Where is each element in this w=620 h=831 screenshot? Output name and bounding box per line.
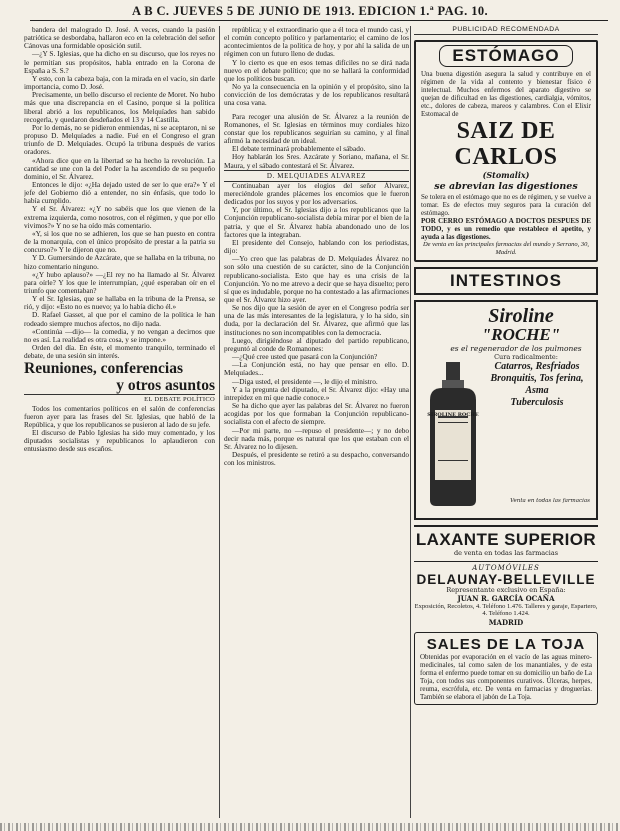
paragraph: Hoy hablarán los Sres. Azcárate y Soriano, mañana, el Sr. Maura, y el sábado contestará el Sr. Álvarez. [224, 152, 409, 170]
subhead: D. MELQUIADES ALVAREZ [224, 170, 409, 182]
paragraph: —¿Y S. Iglesias, que ha dicho en su discurso, que los reyes no le permitían sus propósitos, habla entrado en la Corona de España a S. S.? [24, 49, 215, 75]
ad-sales-text: Obtenidas por evaporación en el vacío de las aguas minero-medicinales, tal como salen de los manantiales, y de esta forma el enfermo puede tomar en su domicilio un baño de La Toja, con todos sus componentes curativos. Úlceras, herpes, reuma, escrófula, etc. De venta en farmacias y droguerías. También se elabora el jabón de La Toja. [420, 652, 592, 701]
ad-auto-line: Exposición, Recoletos, 4. Teléfono 1.476. Talleres y garaje, Espartero, 4. Teléfono 1.424. [414, 602, 598, 617]
section-byline: EL DEBATE POLÍTICO [24, 394, 215, 404]
ad-estomago-intro: Una buena digestión asegura la salud y contribuye en el régimen de la vida al contento y bienestar físico é intelectual. Muchos enfermos del aparato digestivo se quejan de dificultad en las digestiones, cardialgia, vómitos, etc., dolores de cabeza, mareos y calambres. Con el Elixir Estomacal de [421, 70, 591, 118]
ad-estomago-footer: De venta en las principales farmacias del mundo y Serrano, 30, Madrid. [422, 241, 590, 256]
bottom-scan-strip [0, 823, 620, 831]
paragraph: Todos los comentarios políticos en el salón de conferencias fueron ayer para las frases del Sr. Iglesias, que habló de la República, y que los republicanos se pusieron al lado de su jefe. [24, 403, 215, 429]
ad-estomago-text: Se tolera en el estómago que no es de régimen, y se vuelve a tomar. Es de efectos muy seguros para la curación del estómago. [421, 193, 591, 217]
paragraph: Y el Sr. Álvarez: «¿Y no sabéis que los que vienen de la extrema izquierda, como nosotros, con el régimen, y que por ello vivimos?» Y no se ha oído más comentario. [24, 204, 215, 230]
article-column-2 [224, 26, 409, 816]
paragraph: D. Rafael Gasset, al que por el camino de la política le han rodeado siempre muchos afectos, no dijo nada. [24, 310, 215, 328]
paragraph: Orden del día. En éste, el momento tranquilo, terminado el debate, de una sesión sin interés. [24, 343, 215, 361]
article-column-1 [24, 26, 215, 816]
paragraph: El debate terminará probablemente el sábado. [232, 144, 366, 154]
paragraph: «Y, si los que no se adhieren, los que se han puesto en contra de la monarquía, con el único propósito de prestar a la patria su concurso?» Y le dijeron que no. [24, 228, 215, 255]
ad-siroline-bottle-label: SIROLINE ROCHE [427, 412, 479, 418]
ad-sales-title: SALES DE LA TOJA [426, 635, 586, 653]
paragraph: «¿Y hubo aplauso?» —¿El rey no ha llamado al Sr. Álvarez para oírle? Y los que le interrumpían, ¿qué esperaban oír en el triunfo que comentaban? [24, 269, 215, 295]
ad-intestinos-title: INTESTINOS [449, 271, 562, 290]
paragraph: Por lo demás, no se pidieron enmiendas, ni se aceptaron, ni se propuso D. Melquíades a nadie. Fué en el Congreso el gran triunfo de D. Melquíades. Ocupó la tribuna después de varios oradores. [24, 122, 215, 157]
paragraph: —La Conjunción está, no hay que pensar en ello. D. Melquíades... [224, 360, 409, 378]
paragraph: El discurso de Pablo Iglesias ha sido muy comentado, y los diputados socialistas y republicanos lo aplaudieron con entusiasmo desde sus escaños. [24, 428, 215, 454]
siroline-bottle-icon [424, 360, 482, 508]
ad-estomago-brand: SAIZ DE CARLOS [454, 118, 558, 170]
paragraph: Luego, dirigiéndose al diputado del partido republicano, preguntó al conde de Romanones: [224, 335, 409, 353]
column-rule [410, 26, 411, 818]
ad-automoviles [414, 561, 598, 627]
paragraph: «Continúa —dijo— la comedia, y no vengan a decirnos que no es así. La realidad es otra cosa, y se impone.» [24, 326, 215, 344]
ad-auto-city: MADRID [488, 617, 524, 627]
paragraph: Continuaban ayer los elogios del señor Álvarez, mereciéndole grandes plácemes los encomios que le fueron dedicados por los suyos y por los adversarios. [224, 180, 409, 207]
ad-sales-toja [414, 632, 598, 705]
ad-auto-brand: DELAUNAY-BELLEVILLE [416, 572, 596, 587]
paragraph: república; y el extraordinario que a él toca el mundo casi, y el común concepto político y parlamentario; el camino de los acontecimientos de la política de hoy, y por ahí la salida de un régimen con un futuro lleno de dudas. [224, 26, 409, 59]
ad-siroline-ailment: Tuberculosis [510, 397, 564, 408]
paragraph: Y el Sr. Iglesias, que se hallaba en la tribuna de la Prensa, se rió, y dijo: «Esto no es nuevo; ya lo había dicho él.» [24, 294, 215, 312]
paragraph: Precisamente, un bello discurso el reciente de Moret. No hubo más que una discrepancia en el Casino, porque si la política liberal abrió a los republicanos, los Melquíades han sabido recogerla, y quedaron desdeñados el 13 y 14 Castilla. [24, 90, 215, 124]
ad-estomago [414, 40, 598, 262]
ad-intestinos [414, 267, 598, 295]
ad-siroline-vendor: Venta en todas las farmacias [510, 498, 590, 504]
section-title-line-2: y otros asuntos [116, 377, 215, 395]
ad-estomago-text: POR CERRO ESTÓMAGO A DOCTOS DESPUES DE TODO, y es un remedio que restablece el apetito, y ayuda a las digestiones. [421, 217, 591, 241]
paragraph: Y, por último, el Sr. Iglesias dijo a los republicanos que la Conjunción republicano-socialista debía mirar por el bien de la patria, y que el Sr. Álvarez había abandonado uno de los factores que la integraban. [224, 205, 409, 239]
paragraph: No ya la consecuencia en la opinión y el propósito, sino la convicción de los demócratas y de los republicanos resultará una cosa vana. [224, 82, 409, 108]
header-rule [30, 20, 608, 21]
ad-siroline-line: Cura radicalmente: [494, 353, 558, 361]
ads-column [414, 26, 598, 818]
paragraph: El presidente del Consejo, hablando con los periodistas, dijo: [224, 237, 409, 256]
paragraph: Se ha dicho que ayer las palabras del Sr. Álvarez no fueron acogidas por los que formaban la Conjunción republicano-socialista con el afecto de siempre. [224, 401, 409, 427]
paragraph: —Por mi parte, no —repuso el presidente—; y no debo decir nada más, porque es natural que los que estaban con el Sr. Álvarez no lo dijesen. [224, 425, 409, 451]
paragraph: —Yo creo que las palabras de D. Melquíades Álvarez no son sólo una cuestión de su carácter, sino de la Conjunción republicano-socialista. Esto que hay es una crisis de la Conjunción. Yo no me atrevo a decir que se haya disuelto; pero sí que es indudable, porque no ha contestado a las afirmaciones que el Sr. Álvarez hizo ayer. [224, 254, 409, 304]
ad-siroline [414, 300, 598, 520]
paragraph: Y a la pregunta del diputado, el Sr. Álvarez dijo: «Hay una intrepidez en mí que nadie conoce.» [224, 384, 409, 402]
ad-siroline-brand: "ROCHE" [481, 325, 561, 344]
paragraph: Después, el presidente se retiró a su despacho, conversando con los ministros. [224, 449, 409, 468]
ad-estomago-title: ESTÓMAGO [439, 45, 573, 67]
paragraph: «Ahora dice que en la libertad se ha hecho la revolución. La cantidad se une con la del Poder la ha ascendido de su pequeño dominio, el Sr. Álvarez. [24, 155, 215, 181]
ad-siroline-name: Siroline [488, 305, 554, 327]
ad-estomago-brand-sub: (Stomalix) [482, 170, 530, 180]
ad-siroline-ailment: Catarros, Resfriados [494, 361, 580, 372]
ad-siroline-ailment: Bronquitis, Tos ferina, [490, 373, 584, 384]
paragraph: —¿Qué cree usted que pasará con la Conjunción? [232, 352, 378, 362]
paragraph: Para recoger una alusión de Sr. Álvarez a la reunión de Romanones, el Sr. Iglesias en términos muy cordiales hizo constar que los republicanos seguirían su camino, y al final afirmó la necesidad de un ideal. [224, 111, 409, 146]
ads-label: PUBLICIDAD RECOMENDADA [414, 26, 598, 35]
column-rule [219, 26, 220, 818]
paragraph: Y esto, con la cabeza baja, con la mirada en el vacío, sin darle importancia, como D. José. [24, 73, 215, 92]
ad-auto-line: JUAN R. GARCÍA OCAÑA [457, 593, 555, 603]
ad-laxante-title: LAXANTE SUPERIOR [415, 530, 597, 549]
ad-estomago-tagline: se abrevian las digestiones [434, 181, 578, 192]
ad-siroline-line: es el regenerador de los pulmones [450, 344, 582, 353]
paragraph: Entonces le dijo: «¿Ha dejado usted de ser lo que era?» Y el jefe del Gobierno dió a entender, no sin énfasis, que todo lo había cumplido. [24, 179, 215, 206]
paragraph: Y D. Gumersindo de Azcárate, que se hallaba en la tribuna, no hizo comentario ninguno. [24, 253, 215, 271]
ad-siroline-ailment: Asma [525, 385, 549, 396]
page-header: A B C. JUEVES 5 DE JUNIO DE 1913. EDICION 1.ª PAG. 10. [131, 4, 489, 18]
section-title: Reuniones, conferencias [24, 360, 184, 378]
paragraph: Y lo cierto es que en esos temas difíciles no se dirá nada nuevo en el debate político; que no se hallará la conformidad que los políticos buscan. [224, 57, 409, 83]
paragraph: Se nos dijo que la sesión de ayer en el Congreso podría ser una de las más interesantes de la legislatura, y lo ha sido, sin duda, por la declaración del Sr. Álvarez, que afirmó que las instituciones no son incompatibles con la democracia. [224, 303, 409, 337]
ad-laxante [414, 525, 598, 559]
paragraph: bandera del malogrado D. José. A veces, cuando la pasión patriótica se desbordaba, hallaron eco en la celebración del señor Cánovas una formidable oposición sutil. [24, 26, 215, 51]
paragraph: —Diga usted, el presidente —, le dijo el ministro. [232, 376, 378, 386]
ad-auto-line: Representante exclusivo en España: [446, 586, 566, 594]
ad-laxante-sub: de venta en todas las farmacias [453, 549, 559, 557]
ad-auto-label: AUTOMÓVILES [472, 564, 540, 572]
